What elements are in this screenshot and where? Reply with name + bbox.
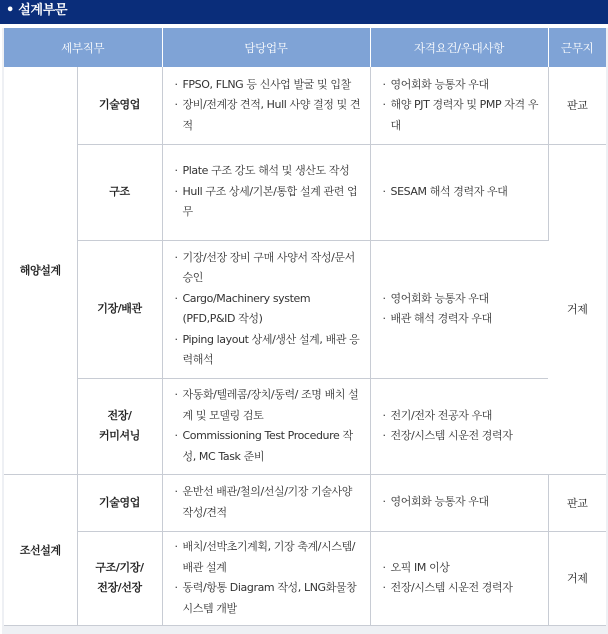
subjob-cell bbox=[77, 378, 162, 474]
quals-cell bbox=[370, 240, 548, 378]
duty-item: · Hull 구조 상세/기본/통합 설계 관련 업무 bbox=[175, 182, 364, 223]
quals-cell bbox=[370, 531, 548, 625]
subjob-cell: 기술영업 bbox=[77, 67, 162, 144]
qual-item: · 배관 해석 경력자 우대 bbox=[383, 309, 543, 330]
duty-item: · Cargo/Machinery system (PFD,P&ID 작성) bbox=[175, 289, 364, 330]
col-header-subjob: 세부직무 bbox=[4, 28, 162, 67]
subjob-line: 구조/기장/ bbox=[95, 561, 144, 574]
qual-item: · 오픽 IM 이상 bbox=[383, 558, 542, 579]
subjob-cell: 구조 bbox=[77, 144, 162, 240]
job-table bbox=[4, 28, 606, 626]
subjob-cell: 기장/배관 bbox=[77, 240, 162, 378]
duties-cell bbox=[162, 67, 370, 144]
quals-cell bbox=[370, 67, 548, 144]
duties-cell bbox=[162, 474, 370, 531]
quals-cell bbox=[370, 474, 548, 531]
table-row bbox=[4, 144, 606, 240]
duty-item: · Piping layout 상세/생산 설계, 배관 응력해석 bbox=[175, 330, 364, 371]
quals-cell bbox=[370, 378, 548, 474]
qual-item: · SESAM 해석 경력자 우대 bbox=[383, 182, 542, 203]
duty-item: · 동력/항통 Diagram 작성, LNG화물창 시스템 개발 bbox=[175, 578, 364, 619]
col-header-quals: 자격요건/우대사항 bbox=[370, 28, 548, 67]
table-row bbox=[4, 531, 606, 625]
qual-item: · 전장/시스템 시운전 경력자 bbox=[383, 426, 543, 447]
location-cell: 거제 bbox=[548, 531, 606, 625]
table-wrapper bbox=[2, 28, 608, 634]
subjob-cell bbox=[77, 531, 162, 625]
duty-item: · FPSO, FLNG 등 신사업 발굴 및 입찰 bbox=[175, 75, 364, 96]
location-cell: 거제 bbox=[548, 144, 606, 474]
qual-item: · 전기/전자 전공자 우대 bbox=[383, 406, 543, 427]
duties-cell bbox=[162, 144, 370, 240]
group-shipbuilding: 조선설계 bbox=[4, 474, 77, 625]
subjob-line: 전장/선장 bbox=[97, 581, 142, 594]
qual-item: · 해양 PJT 경력자 및 PMP 자격 우대 bbox=[383, 95, 542, 136]
subjob-cell: 기술영업 bbox=[77, 474, 162, 531]
duty-item: · 기장/선장 장비 구매 사양서 작성/문서 승인 bbox=[175, 248, 364, 289]
duties-cell bbox=[162, 240, 370, 378]
table-row bbox=[4, 240, 606, 378]
qual-item: · 영어회화 능통자 우대 bbox=[383, 289, 543, 310]
table-row bbox=[4, 378, 606, 474]
subjob-line: 커미셔닝 bbox=[99, 429, 140, 442]
duty-item: · 장비/전계장 견적, Hull 사양 결정 및 견적 bbox=[175, 95, 364, 136]
duty-item: · 배치/선박초기계획, 기장 축계/시스템/배관 설계 bbox=[175, 537, 364, 578]
qual-item: · 영어회화 능통자 우대 bbox=[383, 75, 542, 96]
duty-item: · 운반선 배관/철의/선실/기장 기술사양 작성/견적 bbox=[175, 482, 364, 523]
col-header-location: 근무지 bbox=[548, 28, 606, 67]
duties-cell bbox=[162, 378, 370, 474]
quals-cell bbox=[370, 144, 548, 240]
table-row bbox=[4, 474, 606, 531]
group-offshore: 해양설계 bbox=[4, 67, 77, 474]
col-header-duties: 담당업무 bbox=[162, 28, 370, 67]
table-header-row bbox=[4, 28, 606, 67]
location-cell: 판교 bbox=[548, 67, 606, 144]
location-cell: 판교 bbox=[548, 474, 606, 531]
table-row bbox=[4, 67, 606, 144]
duty-item: · Commissioning Test Procedure 작성, MC Task 준비 bbox=[175, 426, 364, 467]
duty-item: · Plate 구조 강도 해석 및 생산도 작성 bbox=[175, 161, 364, 182]
qual-item: · 전장/시스템 시운전 경력자 bbox=[383, 578, 542, 599]
subjob-line: 전장/ bbox=[107, 409, 132, 422]
qual-item: · 영어회화 능통자 우대 bbox=[383, 492, 542, 513]
duties-cell bbox=[162, 531, 370, 625]
section-title: • 설계부문 bbox=[0, 0, 608, 24]
duty-item: · 자동화/텔레콤/장치/동력/ 조명 배치 설계 및 모델링 검토 bbox=[175, 385, 364, 426]
